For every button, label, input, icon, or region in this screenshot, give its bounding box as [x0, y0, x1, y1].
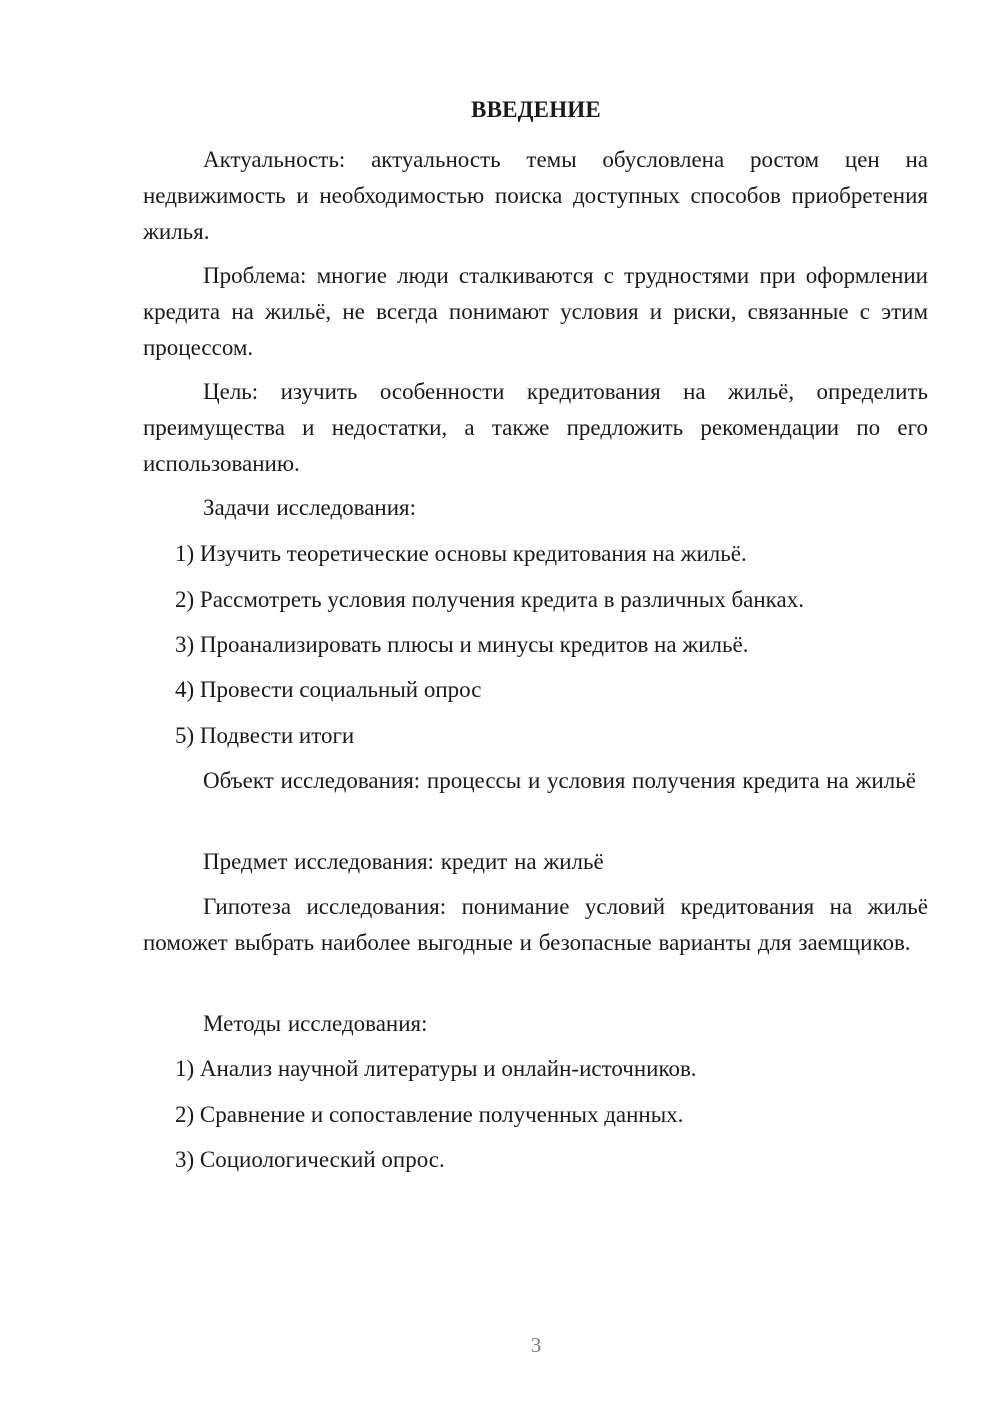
relevance-paragraph: Актуальность: актуальность темы обусловлена ростом цен на недвижимость и необходимостью поиска доступных способов приобретения жилья. [143, 147, 928, 244]
method-item-3: 3) Социологический опрос. [175, 1147, 445, 1172]
tasks-heading: Задачи исследования: [203, 495, 417, 520]
task-item-3: 3) Проанализировать плюсы и минусы кредитов на жильё. [175, 632, 749, 657]
goal-paragraph: Цель: изучить особенности кредитования на жильё, определить преимущества и недостатки, а также предложить рекомендации по его использованию. [143, 379, 928, 476]
task-item-1: 1) Изучить теоретические основы кредитования на жильё. [175, 541, 747, 566]
problem-paragraph: Проблема: многие люди сталкиваются с трудностями при оформлении кредита на жильё, не всегда понимают условия и риски, связанные с этим процессом. [143, 263, 928, 360]
hypothesis-paragraph: Гипотеза исследования: понимание условий кредитования на жильё поможет выбрать наиболее выгодные и безопасные варианты для заемщиков. [143, 894, 928, 955]
page-number: 3 [530, 1333, 542, 1357]
page-title: ВВЕДЕНИЕ [471, 97, 601, 122]
task-item-4: 4) Провести социальный опрос [175, 677, 482, 702]
method-item-1: 1) Анализ научной литературы и онлайн-источников. [175, 1056, 697, 1081]
task-item-2: 2) Рассмотреть условия получения кредита в различных банках. [175, 587, 804, 612]
method-item-2: 2) Сравнение и сопоставление полученных данных. [175, 1102, 684, 1127]
task-item-5: 5) Подвести итоги [175, 723, 355, 748]
object-paragraph: Объект исследования: процессы и условия получения кредита на жильё [203, 768, 916, 793]
subject-paragraph: Предмет исследования: кредит на жильё [203, 849, 604, 874]
methods-heading: Методы исследования: [203, 1011, 428, 1036]
